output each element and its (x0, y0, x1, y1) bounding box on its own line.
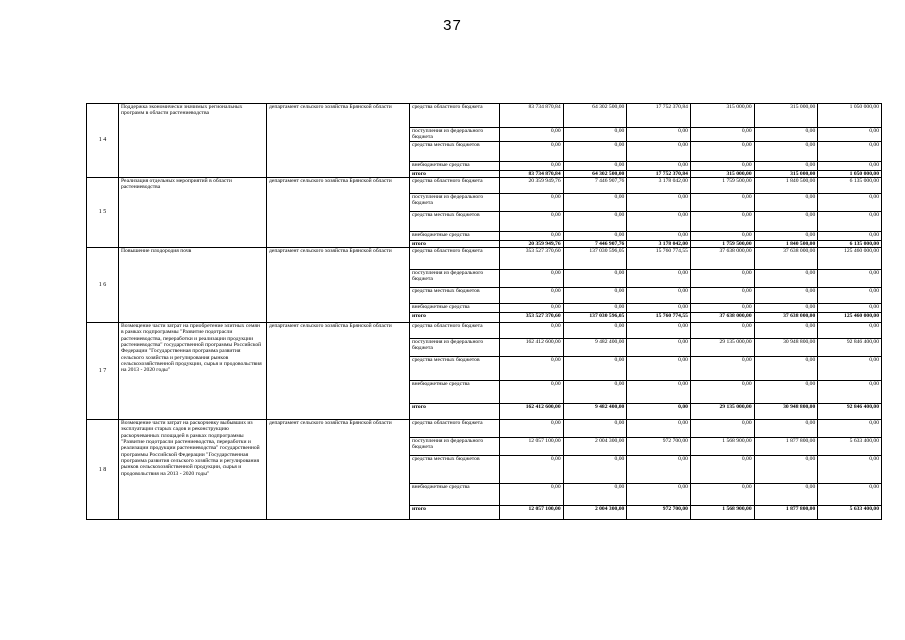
amount-cell: 1 568 900,00 (690, 506, 754, 520)
amount-cell: 1 877 800,00 (754, 506, 818, 520)
amount-cell: 353 527 370,60 (500, 313, 564, 323)
funding-source: внебюджетные средства (410, 484, 500, 506)
amount-cell: 1 568 900,00 (690, 438, 754, 456)
budget-table-body (87, 104, 882, 520)
amount-cell: 0,00 (818, 323, 882, 339)
funding-source: итого (410, 313, 500, 323)
amount-cell: 0,00 (818, 193, 882, 211)
amount-cell: 29 135 000,00 (690, 404, 754, 420)
amount-cell: 315 000,00 (754, 170, 818, 177)
amount-cell: 125 460 000,00 (818, 313, 882, 323)
amount-cell: 0,00 (627, 484, 691, 506)
amount-cell: 0,00 (818, 381, 882, 404)
amount-cell: 2 004 300,00 (563, 506, 627, 520)
funding-source: итого (410, 240, 500, 247)
amount-cell: 0,00 (563, 304, 627, 313)
amount-cell: 315 000,00 (690, 170, 754, 177)
amount-cell: 0,00 (627, 357, 691, 381)
amount-cell: 0,00 (818, 357, 882, 381)
amount-cell: 125 460 000,00 (818, 248, 882, 270)
amount-cell: 30 948 800,00 (754, 404, 818, 420)
amount-cell: 0,00 (690, 231, 754, 240)
amount-cell: 0,00 (690, 357, 754, 381)
amount-cell: 0,00 (627, 304, 691, 313)
amount-cell: 37 638 000,00 (754, 313, 818, 323)
amount-cell: 0,00 (754, 161, 818, 170)
amount-cell: 0,00 (754, 193, 818, 211)
amount-cell: 37 638 000,00 (690, 313, 754, 323)
amount-cell: 0,00 (500, 288, 564, 304)
amount-cell: 0,00 (500, 161, 564, 170)
amount-cell: 29 135 000,00 (690, 339, 754, 357)
amount-cell: 12 057 100,00 (500, 438, 564, 456)
amount-cell: 0,00 (818, 420, 882, 438)
funding-source: средства местных бюджетов (410, 357, 500, 381)
amount-cell: 0,00 (690, 128, 754, 142)
amount-cell: 0,00 (627, 381, 691, 404)
funding-source: средства местных бюджетов (410, 141, 500, 161)
amount-cell: 6 135 000,00 (818, 240, 882, 247)
amount-cell: 0,00 (500, 231, 564, 240)
item-number: 1 5 (87, 177, 119, 247)
amount-cell: 0,00 (818, 211, 882, 231)
amount-cell: 0,00 (818, 288, 882, 304)
amount-cell: 20 359 949,76 (500, 177, 564, 193)
amount-cell: 0,00 (500, 484, 564, 506)
amount-cell: 7 446 907,76 (563, 177, 627, 193)
table-row (87, 248, 882, 270)
table-row (87, 104, 882, 128)
page-number: 37 (443, 17, 462, 34)
funding-source: внебюджетные средства (410, 381, 500, 404)
amount-cell: 0,00 (627, 211, 691, 231)
amount-cell: 0,00 (627, 456, 691, 484)
amount-cell: 1 840 500,00 (754, 177, 818, 193)
budget-table (86, 103, 882, 520)
item-number: 1 7 (87, 323, 119, 420)
amount-cell: 0,00 (627, 323, 691, 339)
amount-cell: 7 446 907,76 (563, 240, 627, 247)
funding-source: средства областного бюджета (410, 248, 500, 270)
amount-cell: 64 302 500,00 (563, 104, 627, 128)
amount-cell: 0,00 (563, 288, 627, 304)
amount-cell: 0,00 (818, 141, 882, 161)
amount-cell: 0,00 (818, 128, 882, 142)
item-number: 1 6 (87, 248, 119, 323)
amount-cell: 315 000,00 (690, 104, 754, 128)
funding-source: внебюджетные средства (410, 304, 500, 313)
table-row (87, 420, 882, 438)
amount-cell: 0,00 (627, 161, 691, 170)
amount-cell: 315 000,00 (754, 104, 818, 128)
executor: департамент сельского хозяйства Брянской области (267, 323, 410, 420)
amount-cell: 162 412 600,00 (500, 339, 564, 357)
amount-cell: 17 752 370,84 (627, 104, 691, 128)
amount-cell: 0,00 (754, 357, 818, 381)
amount-cell: 5 633 400,00 (818, 506, 882, 520)
executor: департамент сельского хозяйства Брянской области (267, 177, 410, 247)
amount-cell: 0,00 (690, 288, 754, 304)
amount-cell: 0,00 (818, 231, 882, 240)
amount-cell: 5 633 400,00 (818, 438, 882, 456)
funding-source: поступления из федерального бюджета (410, 270, 500, 288)
funding-source: итого (410, 506, 500, 520)
amount-cell: 0,00 (754, 211, 818, 231)
table-row (87, 177, 882, 193)
funding-source: поступления из федерального бюджета (410, 128, 500, 142)
amount-cell: 353 527 370,60 (500, 248, 564, 270)
amount-cell: 0,00 (690, 304, 754, 313)
amount-cell: 0,00 (563, 211, 627, 231)
funding-source: средства областного бюджета (410, 104, 500, 128)
amount-cell: 1 877 800,00 (754, 438, 818, 456)
activity-name: Поддержка экономически значимых региональных программ в области растениеводства (119, 104, 267, 178)
amount-cell: 0,00 (500, 323, 564, 339)
amount-cell: 17 752 370,84 (627, 170, 691, 177)
amount-cell: 0,00 (818, 484, 882, 506)
funding-source: внебюджетные средства (410, 161, 500, 170)
funding-source: итого (410, 404, 500, 420)
amount-cell: 0,00 (754, 231, 818, 240)
amount-cell: 0,00 (563, 357, 627, 381)
amount-cell: 0,00 (627, 231, 691, 240)
amount-cell: 0,00 (500, 304, 564, 313)
executor: департамент сельского хозяйства Брянской области (267, 104, 410, 178)
amount-cell: 0,00 (563, 161, 627, 170)
amount-cell: 0,00 (818, 456, 882, 484)
amount-cell: 15 760 774,55 (627, 313, 691, 323)
amount-cell: 0,00 (563, 141, 627, 161)
amount-cell: 0,00 (627, 270, 691, 288)
amount-cell: 0,00 (627, 339, 691, 357)
amount-cell: 1 759 500,00 (690, 177, 754, 193)
amount-cell: 64 302 500,00 (563, 170, 627, 177)
amount-cell: 0,00 (690, 456, 754, 484)
amount-cell: 972 700,00 (627, 506, 691, 520)
funding-source: средства местных бюджетов (410, 288, 500, 304)
amount-cell: 0,00 (500, 193, 564, 211)
amount-cell: 0,00 (563, 381, 627, 404)
activity-name: Возмещение части затрат на раскорчевку выбывших из эксплуатации старых садов и реконструкцию раскорчеванных площадей в рамках подпрограммы "Развитие подотрасли растениеводства, переработки и реализации продукции растениеводства" государственной программы Российской Федерации "Государственная программа развития сельского хозяйства и регулирования рынков сельскохозяйственной продукции, сырья и продовольствия на 2013 - 2020 годы" (119, 420, 267, 520)
amount-cell: 0,00 (690, 484, 754, 506)
amount-cell: 0,00 (690, 420, 754, 438)
amount-cell: 0,00 (627, 128, 691, 142)
amount-cell: 0,00 (754, 270, 818, 288)
amount-cell: 0,00 (500, 141, 564, 161)
amount-cell: 6 135 000,00 (818, 177, 882, 193)
amount-cell: 0,00 (563, 456, 627, 484)
amount-cell: 0,00 (500, 381, 564, 404)
amount-cell: 0,00 (754, 456, 818, 484)
amount-cell: 0,00 (754, 323, 818, 339)
executor: департамент сельского хозяйства Брянской области (267, 420, 410, 520)
amount-cell: 0,00 (563, 323, 627, 339)
table-row (87, 323, 882, 339)
amount-cell: 0,00 (690, 270, 754, 288)
amount-cell: 0,00 (690, 193, 754, 211)
amount-cell: 20 359 949,76 (500, 240, 564, 247)
amount-cell: 0,00 (690, 211, 754, 231)
amount-cell: 2 004 300,00 (563, 438, 627, 456)
amount-cell: 0,00 (500, 211, 564, 231)
amount-cell: 12 057 100,00 (500, 506, 564, 520)
funding-source: итого (410, 170, 500, 177)
amount-cell: 0,00 (500, 420, 564, 438)
amount-cell: 37 638 000,00 (754, 248, 818, 270)
amount-cell: 972 700,00 (627, 438, 691, 456)
amount-cell: 0,00 (563, 420, 627, 438)
amount-cell: 92 846 400,00 (818, 339, 882, 357)
amount-cell: 3 178 042,00 (627, 177, 691, 193)
amount-cell: 0,00 (690, 381, 754, 404)
item-number: 1 8 (87, 420, 119, 520)
funding-source: средства областного бюджета (410, 323, 500, 339)
amount-cell: 1 759 500,00 (690, 240, 754, 247)
amount-cell: 0,00 (563, 270, 627, 288)
amount-cell: 92 846 400,00 (818, 404, 882, 420)
amount-cell: 1 050 000,00 (818, 104, 882, 128)
activity-name: Повышение плодородия почв (119, 248, 267, 323)
activity-name: Возмещение части затрат на приобретение элитных семян в рамках подпрограммы "Развитие подотрасли растениеводства, переработки и реализации продукции растениеводства" государственной программы Российской Федерации "Государственная программа развития сельского хозяйства и регулирования рынков сельскохозяйственной продукции, сырья и продовольствия на 2013 - 2020 годы" (119, 323, 267, 420)
funding-source: средства местных бюджетов (410, 456, 500, 484)
amount-cell: 0,00 (500, 357, 564, 381)
amount-cell: 162 412 600,00 (500, 404, 564, 420)
amount-cell: 30 948 800,00 (754, 339, 818, 357)
amount-cell: 3 178 042,00 (627, 240, 691, 247)
amount-cell: 0,00 (818, 270, 882, 288)
amount-cell: 15 760 774,55 (627, 248, 691, 270)
funding-source: средства областного бюджета (410, 420, 500, 438)
amount-cell: 0,00 (627, 404, 691, 420)
amount-cell: 0,00 (818, 161, 882, 170)
amount-cell: 37 638 000,00 (690, 248, 754, 270)
executor: департамент сельского хозяйства Брянской области (267, 248, 410, 323)
amount-cell: 0,00 (500, 270, 564, 288)
funding-source: средства областного бюджета (410, 177, 500, 193)
amount-cell: 83 734 870,84 (500, 104, 564, 128)
funding-source: средства местных бюджетов (410, 211, 500, 231)
amount-cell: 0,00 (754, 420, 818, 438)
amount-cell: 83 734 870,84 (500, 170, 564, 177)
amount-cell: 0,00 (754, 304, 818, 313)
amount-cell: 1 050 000,00 (818, 170, 882, 177)
amount-cell: 0,00 (754, 141, 818, 161)
amount-cell: 0,00 (690, 323, 754, 339)
amount-cell: 0,00 (690, 161, 754, 170)
funding-source: поступления из федерального бюджета (410, 339, 500, 357)
amount-cell: 9 482 400,00 (563, 404, 627, 420)
amount-cell: 0,00 (563, 231, 627, 240)
amount-cell: 0,00 (563, 484, 627, 506)
amount-cell: 0,00 (690, 141, 754, 161)
funding-source: поступления из федерального бюджета (410, 438, 500, 456)
amount-cell: 0,00 (754, 288, 818, 304)
amount-cell: 0,00 (754, 484, 818, 506)
amount-cell: 0,00 (563, 193, 627, 211)
amount-cell: 0,00 (627, 141, 691, 161)
activity-name: Реализация отдельных мероприятий в области растениеводства (119, 177, 267, 247)
amount-cell: 0,00 (627, 288, 691, 304)
amount-cell: 0,00 (627, 193, 691, 211)
funding-source: поступления из федерального бюджета (410, 193, 500, 211)
amount-cell: 0,00 (563, 128, 627, 142)
item-number: 1 4 (87, 104, 119, 178)
funding-source: внебюджетные средства (410, 231, 500, 240)
amount-cell: 1 840 500,00 (754, 240, 818, 247)
amount-cell: 0,00 (754, 381, 818, 404)
amount-cell: 0,00 (627, 420, 691, 438)
amount-cell: 0,00 (754, 128, 818, 142)
amount-cell: 137 030 596,05 (563, 313, 627, 323)
amount-cell: 0,00 (500, 128, 564, 142)
amount-cell: 9 482 400,00 (563, 339, 627, 357)
amount-cell: 0,00 (500, 456, 564, 484)
amount-cell: 0,00 (818, 304, 882, 313)
amount-cell: 137 030 596,05 (563, 248, 627, 270)
